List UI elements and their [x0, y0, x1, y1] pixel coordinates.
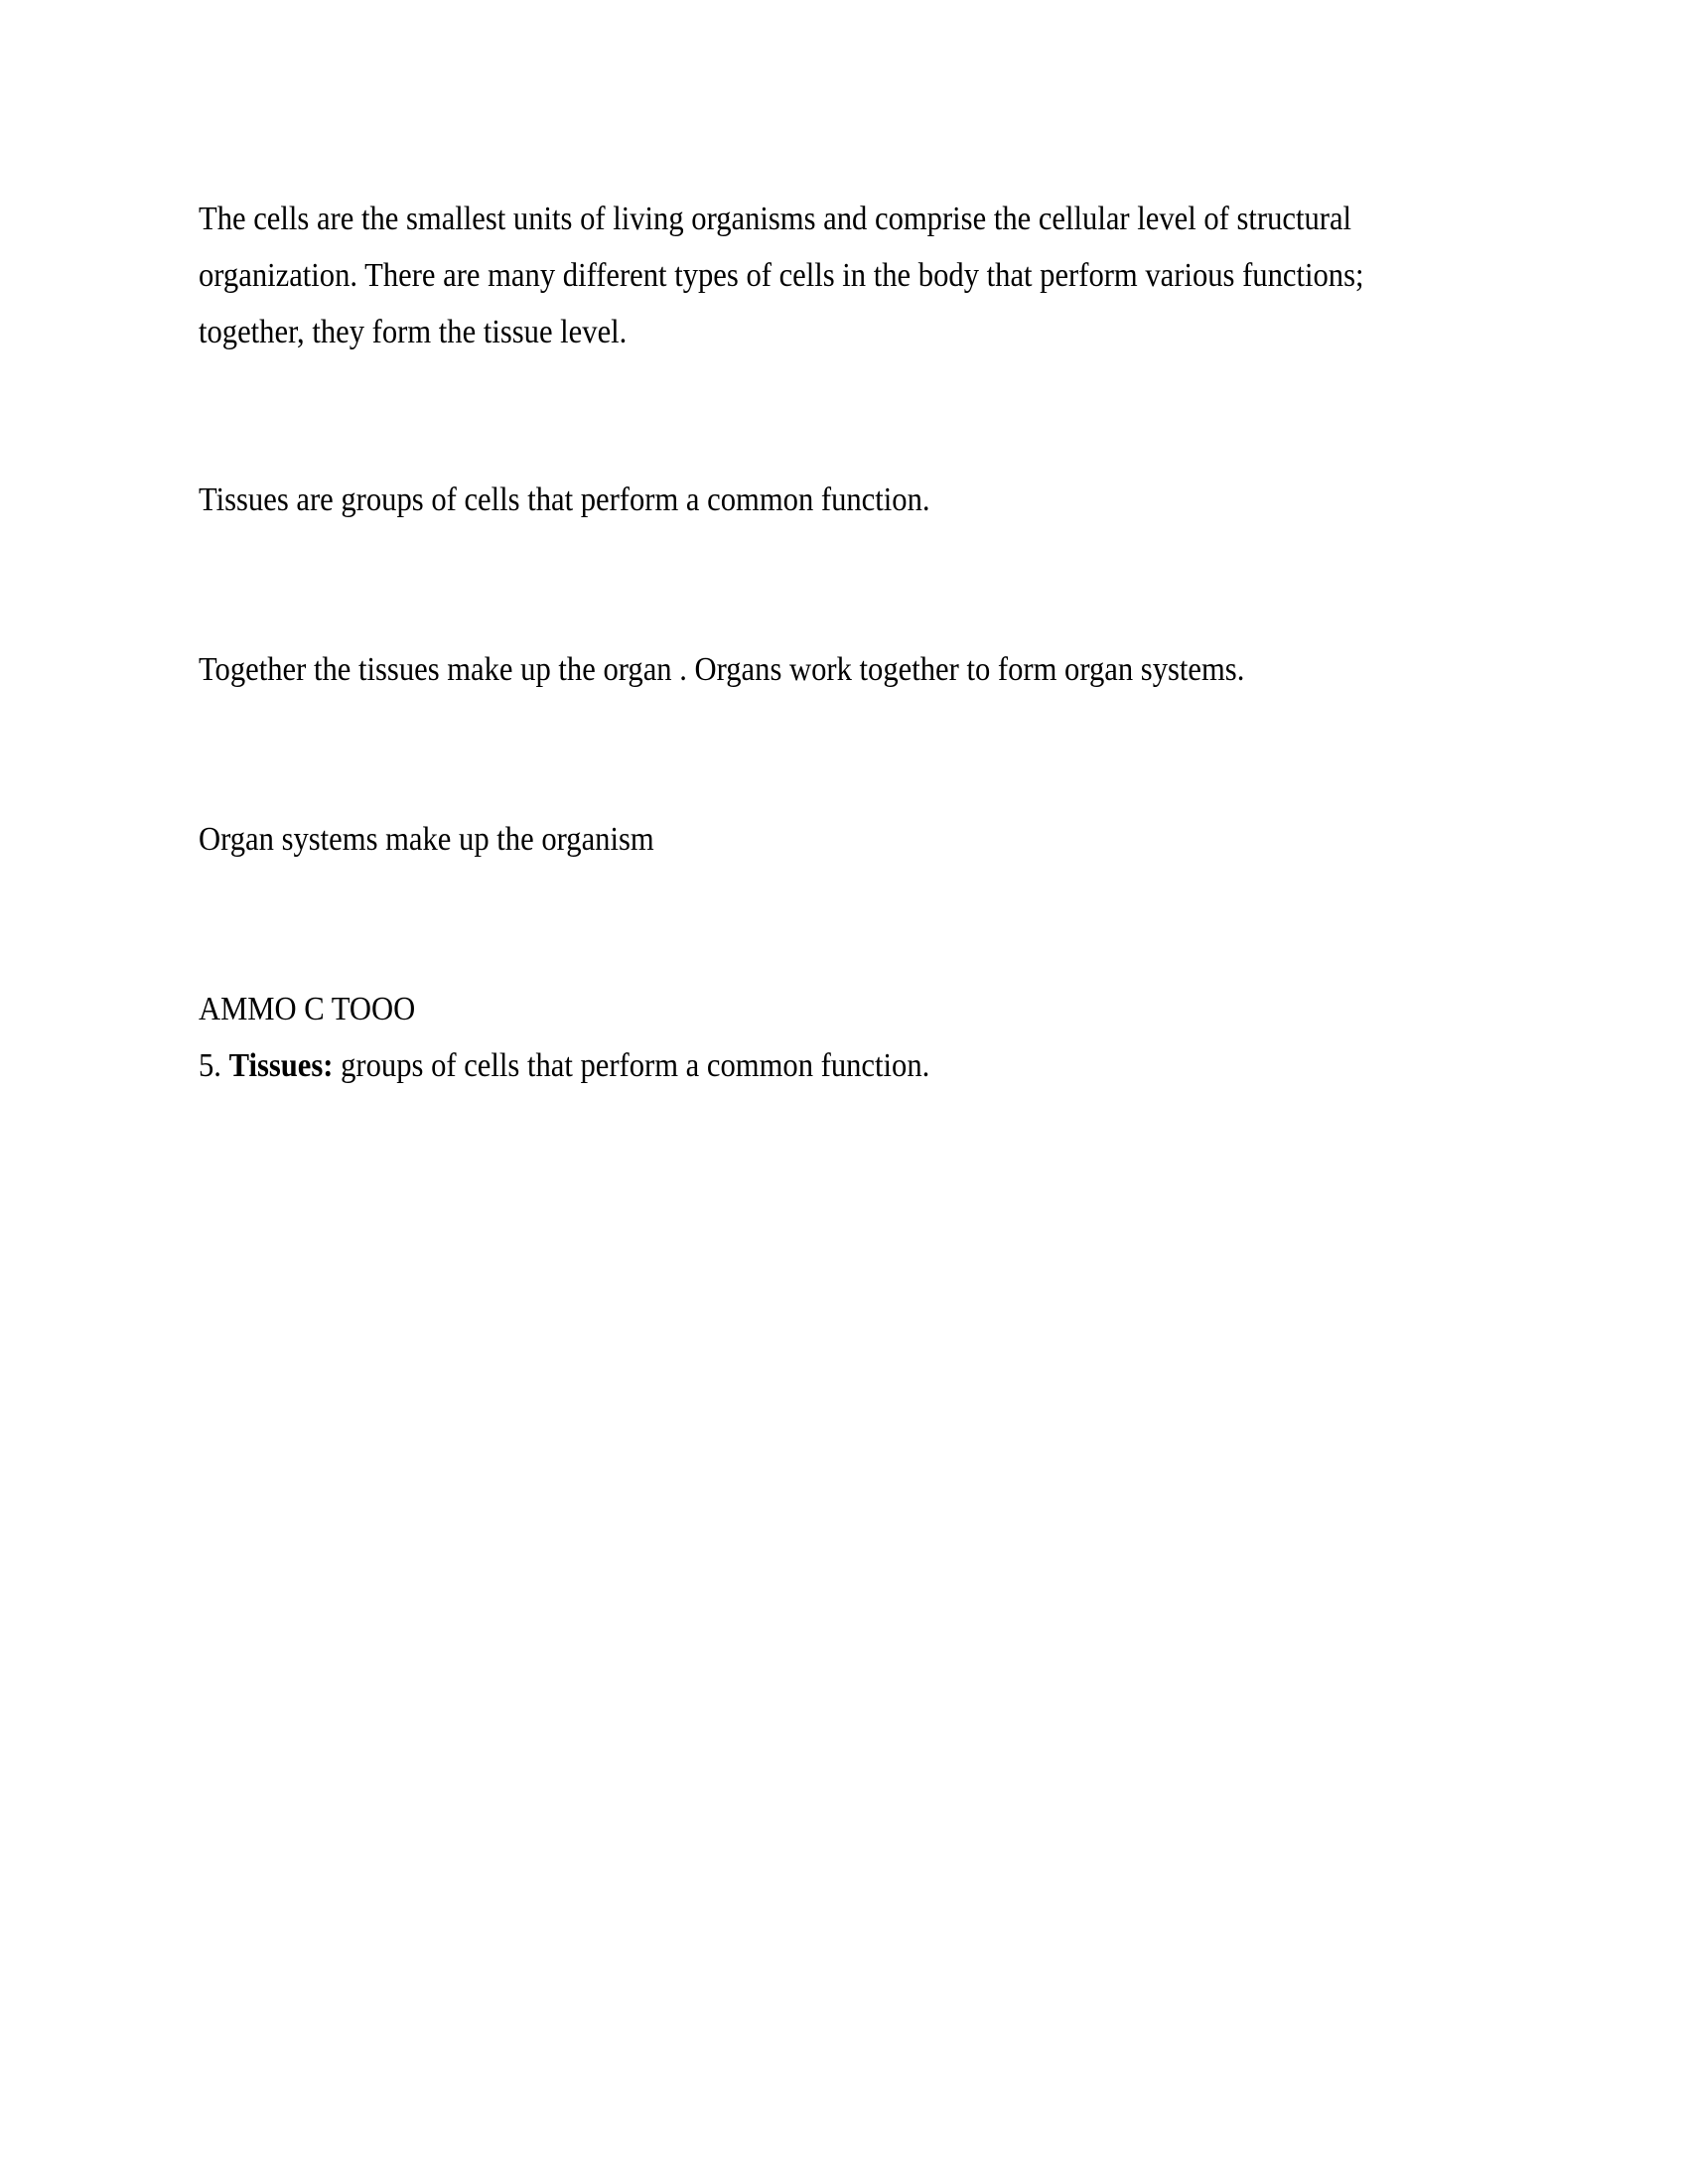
list-item-term: Tissues: — [228, 1047, 334, 1084]
paragraph-2: Tissues are groups of cells that perform a common function. — [199, 481, 930, 518]
paragraph-3: Together the tissues make up the organ . Organs work together to form organ systems. — [199, 651, 1245, 688]
paragraph-1-line-3: together, they form the tissue level. — [199, 314, 628, 350]
list-item-definition: groups of cells that perform a common function. — [341, 1047, 930, 1084]
list-item-tissues — [199, 1049, 929, 1083]
paragraph-5: AMMO C TOOO — [199, 991, 416, 1027]
paragraph-4: Organ systems make up the organism — [199, 821, 654, 858]
list-item-number: 5. — [199, 1047, 221, 1084]
paragraph-1-line-1: The cells are the smallest units of living organisms and comprise the cellular level of structural — [199, 201, 1352, 237]
paragraph-1-line-2: organization. There are many different types of cells in the body that perform various functions; — [199, 257, 1364, 294]
